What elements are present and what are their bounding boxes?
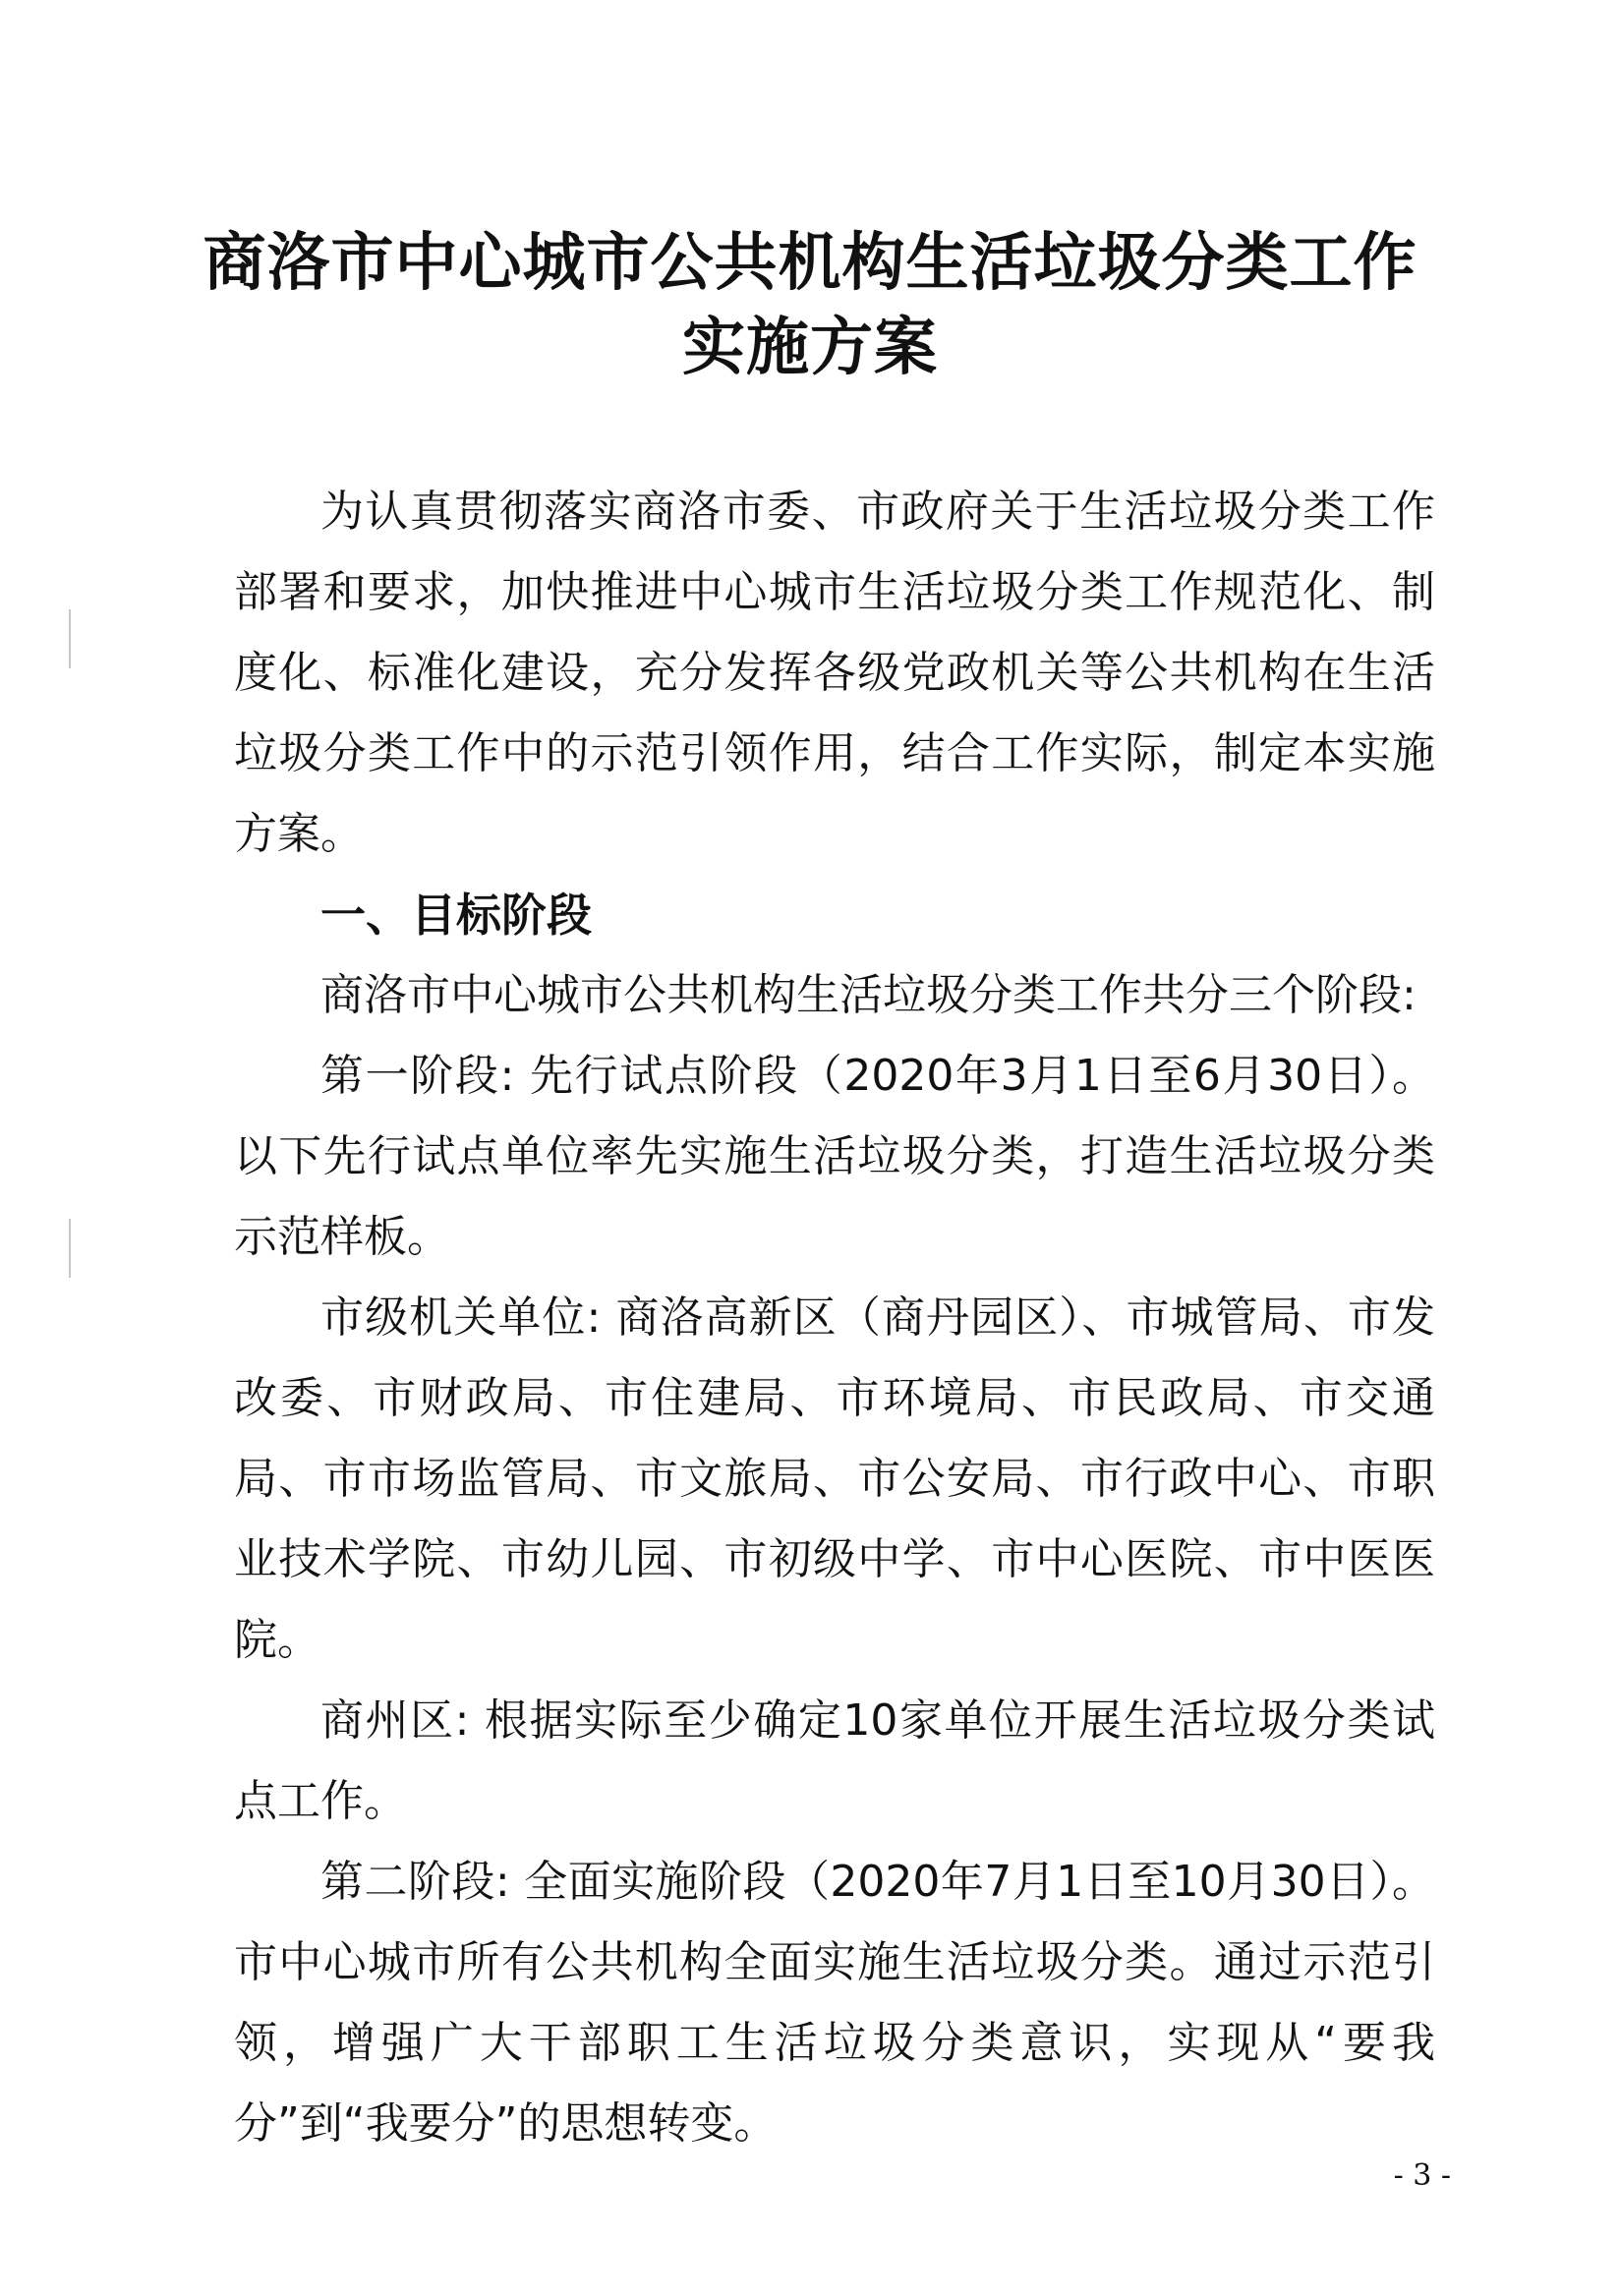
stage-two-paragraph: 第二阶段: 全面实施阶段（2020年7月1日至10月30日）。市中心城市所有公共机构全面实施生活垃圾分类。通过示范引领，增强广大干部职工生活垃圾分类意识，实现从“要我分”到“我要分”的思想转变。 bbox=[234, 1857, 1435, 2149]
document-body bbox=[234, 472, 1435, 2164]
section-heading: 一、目标阶段 bbox=[320, 889, 592, 942]
stage-one-paragraph: 第一阶段: 先行试点阶段（2020年3月1日至6月30日）。以下先行试点单位率先实施生活垃圾分类，打造生活垃圾分类示范样板。 bbox=[234, 1051, 1435, 1262]
page-number: - 3 - bbox=[1393, 2158, 1451, 2193]
scan-artifact bbox=[69, 609, 71, 668]
stages-intro-paragraph: 商洛市中心城市公共机构生活垃圾分类工作共分三个阶段: bbox=[320, 970, 1417, 1020]
document-title-line-2: 实施方案 bbox=[682, 311, 938, 384]
scan-artifact bbox=[69, 1219, 71, 1278]
city-units-paragraph: 市级机关单位: 商洛高新区（商丹园区）、市城管局、市发改委、市财政局、市住建局、市环境局、市民政局、市交通局、市市场监管局、市文旅局、市公安局、市行政中心、市职业技术学院、市幼儿园、市初级中学、市中心医院、市中医医院。 bbox=[234, 1292, 1435, 1665]
intro-paragraph: 为认真贯彻落实商洛市委、市政府关于生活垃圾分类工作部署和要求，加快推进中心城市生活垃圾分类工作规范化、制度化、标准化建设，充分发挥各级党政机关等公共机构在生活垃圾分类工作中的示范引领作用，结合工作实际，制定本实施方案。 bbox=[234, 487, 1435, 859]
document-title-line-1: 商洛市中心城市公共机构生活垃圾分类工作 bbox=[202, 226, 1418, 300]
shangzhou-paragraph: 商州区: 根据实际至少确定10家单位开展生活垃圾分类试点工作。 bbox=[234, 1695, 1435, 1826]
